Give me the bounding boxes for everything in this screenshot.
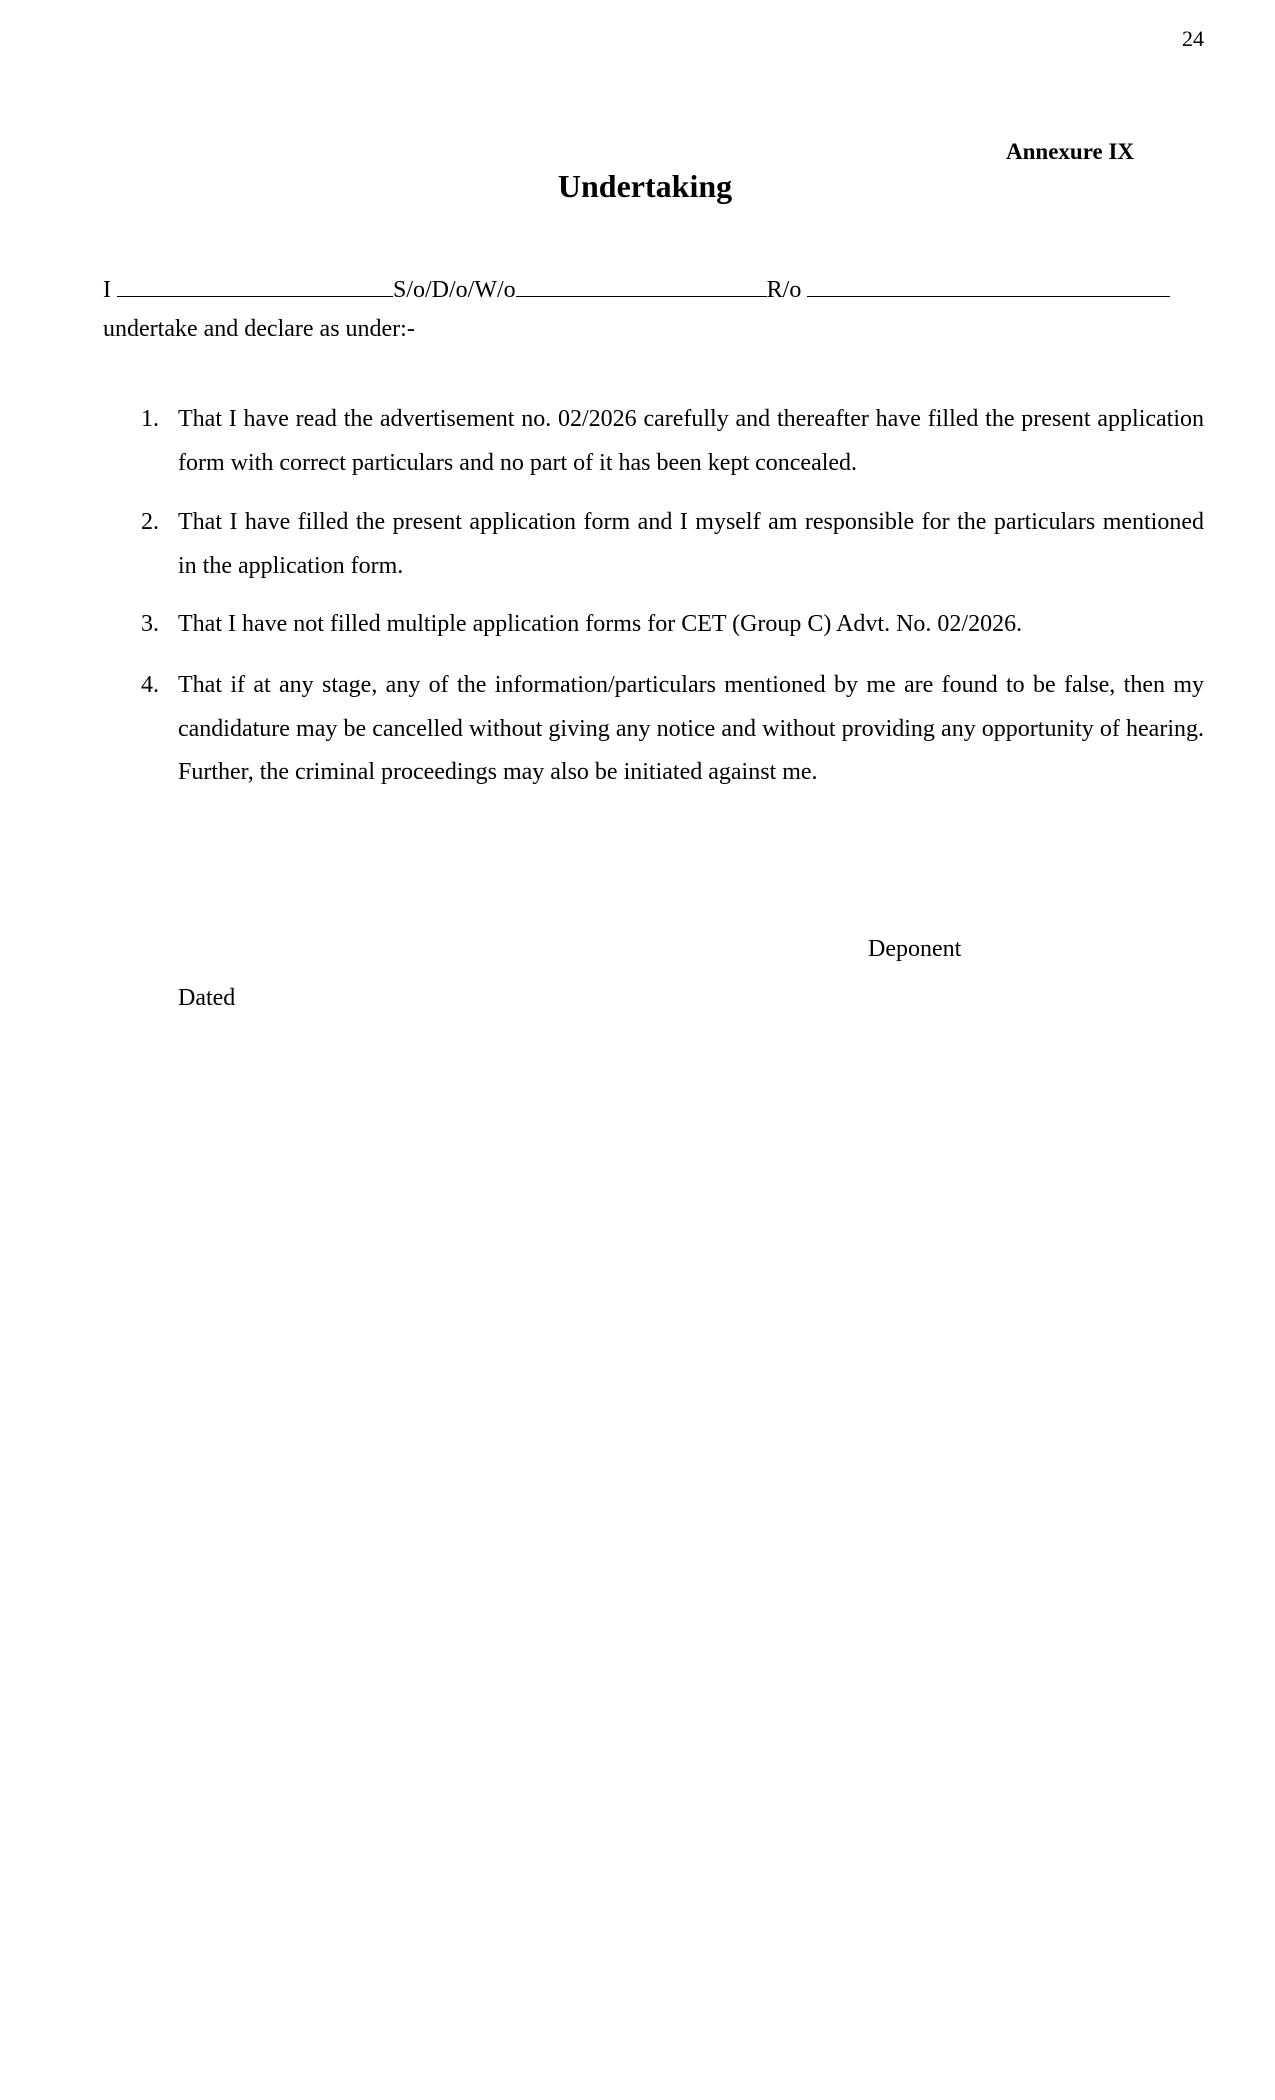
name-blank [117, 274, 393, 297]
annexure-label: Annexure IX [1006, 139, 1135, 164]
list-item [141, 501, 1204, 588]
declaration-prefix: I [103, 277, 111, 303]
item-number: 4. [141, 672, 159, 698]
item-number: 1. [141, 406, 159, 432]
item-text: That I have not filled multiple application forms for CET (Group C) Advt. No. 02/2026. [178, 611, 1023, 637]
residence-label: R/o [766, 277, 802, 303]
relation-label: S/o/D/o/W/o [393, 277, 516, 303]
item-number: 3. [141, 611, 159, 637]
relation-name-blank [516, 274, 767, 297]
item-text: That if at any stage, any of the information/particulars mentioned by me are found to be false, then my candidature may be cancelled without giving any notice and without providing any opportunity of hearing. Further, the criminal proceedings may also be initiated against me. [178, 672, 1204, 785]
item-number: 2. [141, 509, 159, 535]
declaration-line [103, 274, 1170, 304]
item-text: That I have filled the present application form and I myself am responsible for the particulars mentioned in the application form. [178, 509, 1204, 579]
dated-label: Dated [178, 985, 236, 1011]
list-item [141, 664, 1204, 795]
page-title: Undertaking [557, 168, 733, 204]
declaration-continuation: undertake and declare as under:- [103, 316, 415, 342]
deponent-label: Deponent [868, 936, 962, 962]
item-text: That I have read the advertisement no. 02/2026 carefully and thereafter have filled the present application form with correct particulars and no part of it has been kept concealed. [178, 406, 1204, 476]
list-item [141, 603, 1204, 647]
residence-blank [807, 274, 1170, 297]
list-item [141, 398, 1204, 485]
page-number: 24 [1182, 26, 1204, 51]
